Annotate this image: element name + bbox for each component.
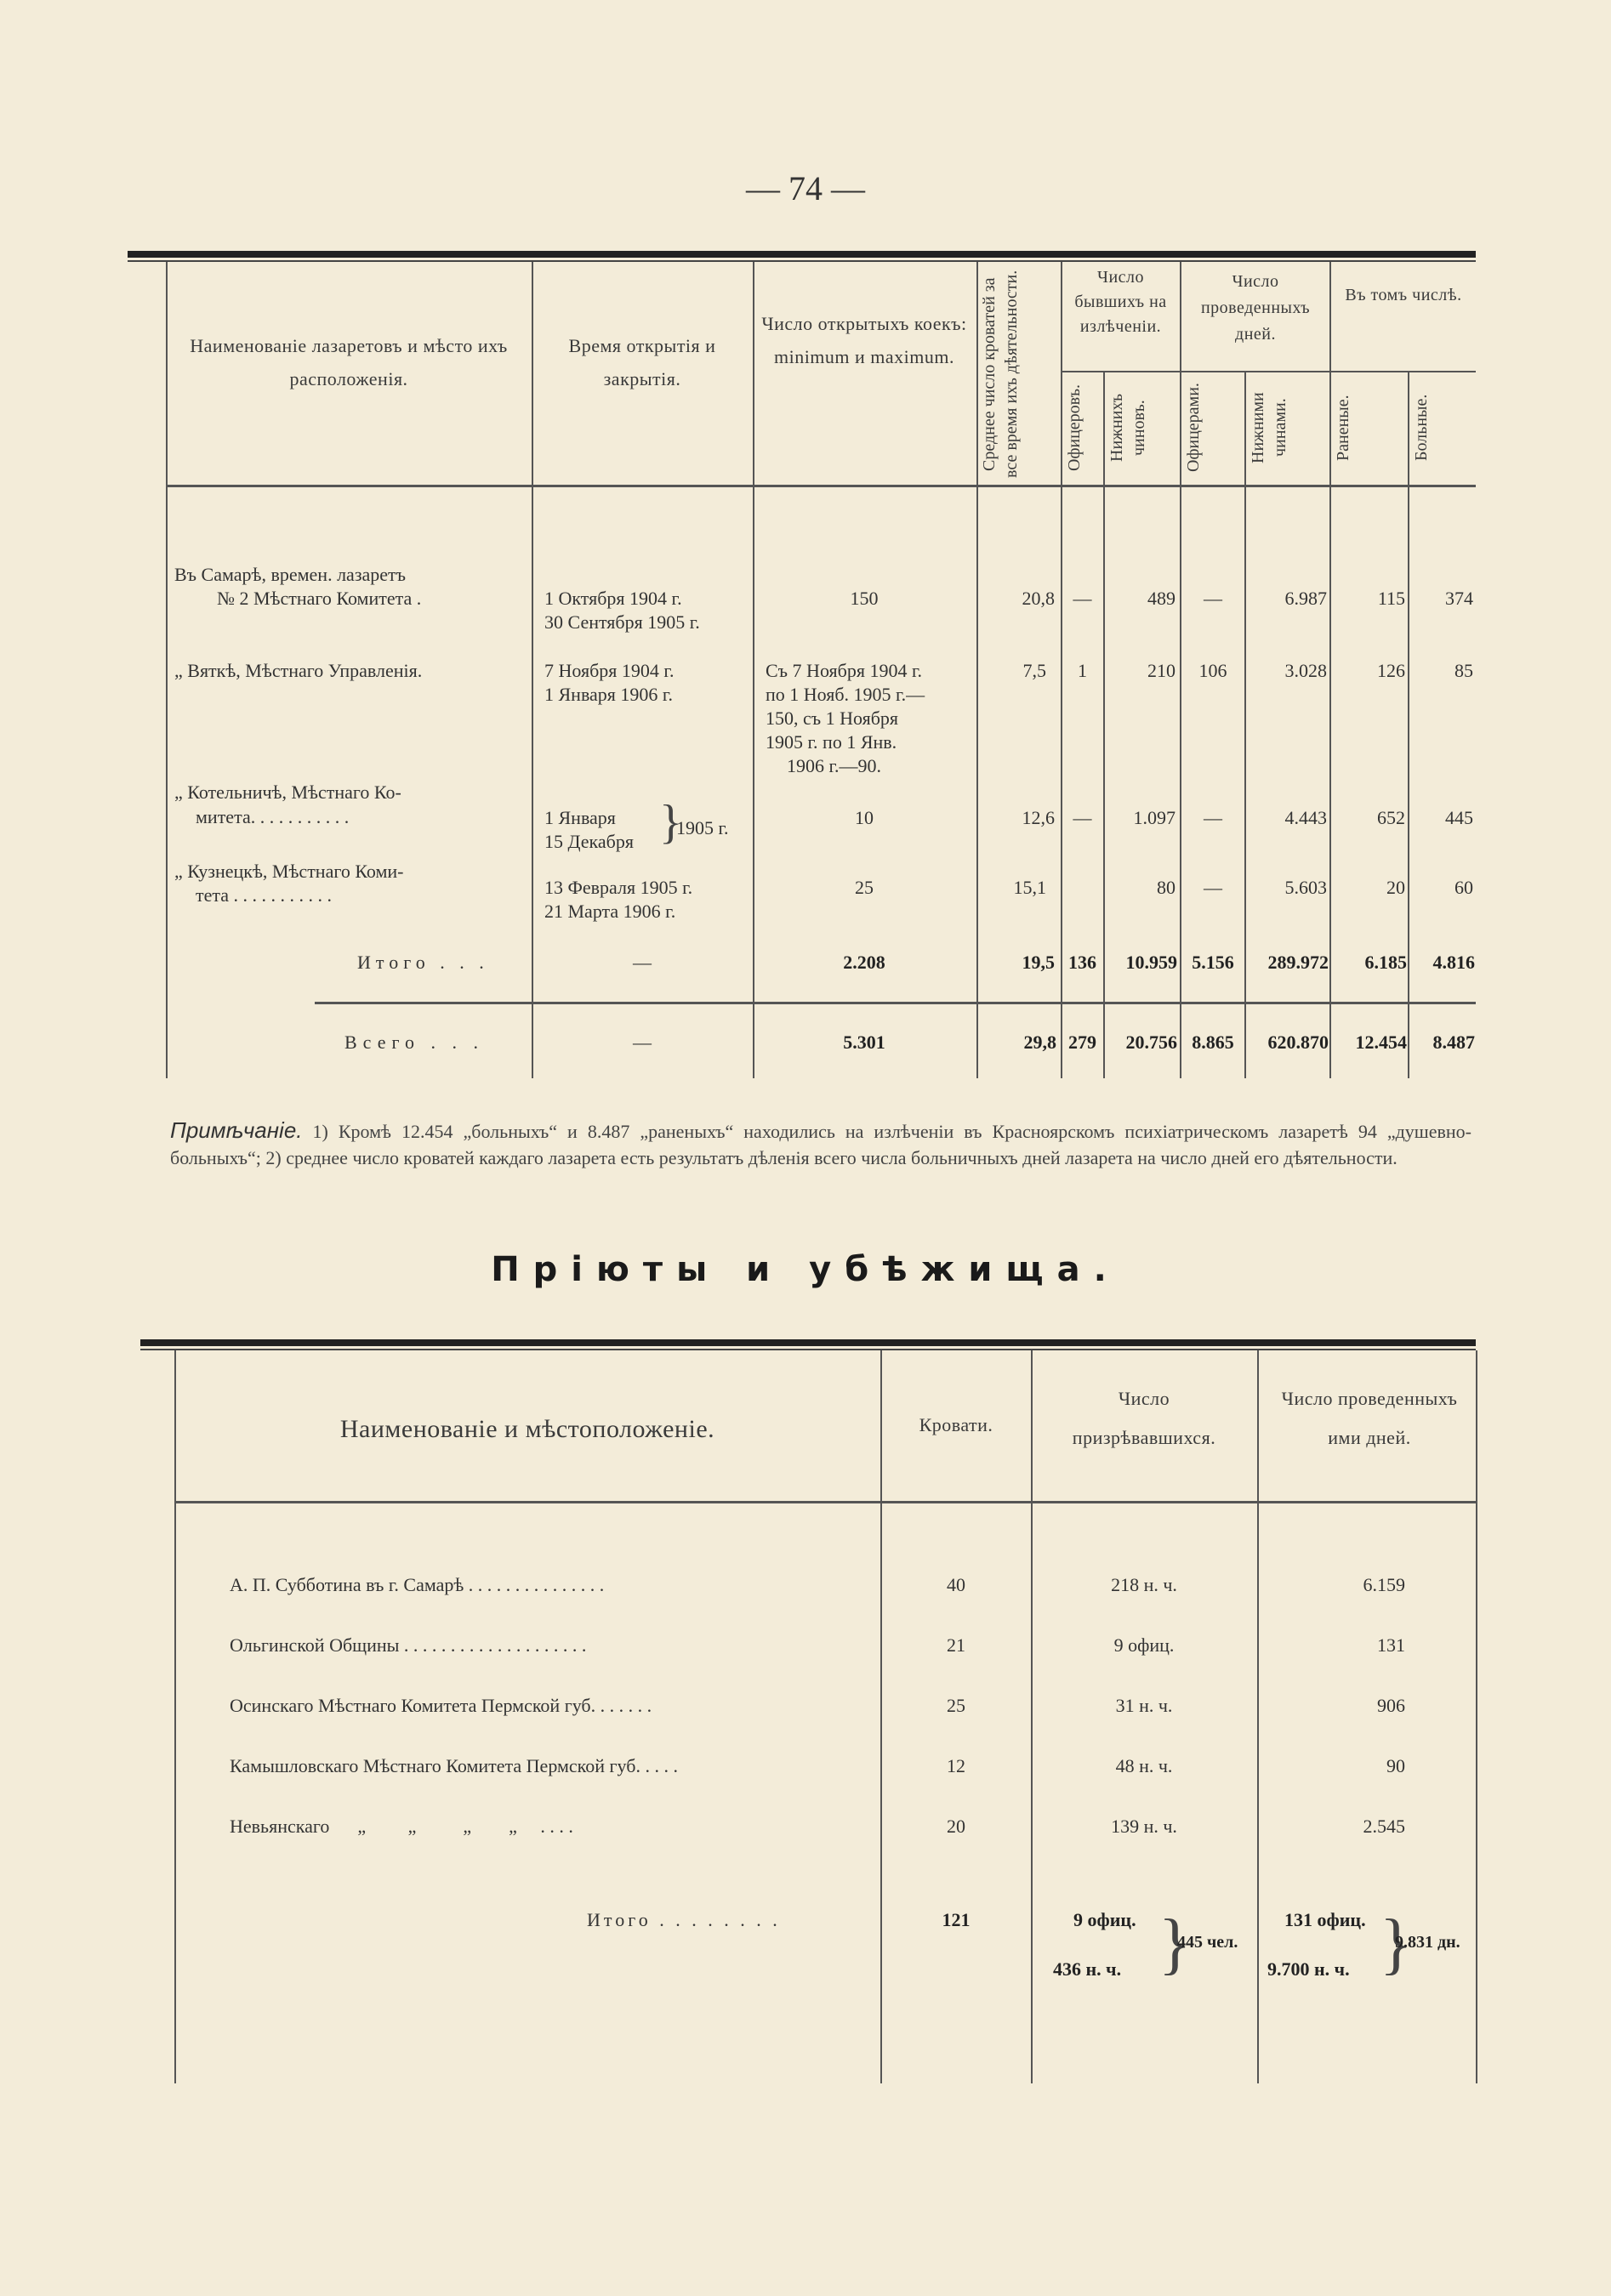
row-wounded: 20 [1386,877,1405,898]
header-divider [166,485,1476,487]
grand-label: Всего . . . [344,1031,484,1053]
row-days-lower: 3.028 [1284,660,1327,681]
t2-header-beds: Кровати. [919,1414,993,1435]
t2-row-count: 139 н. ч. [1111,1816,1177,1837]
t2-row-count: 218 н. ч. [1111,1574,1177,1595]
row-days-officers: — [1204,807,1222,828]
header-days: Число проведенныхъ дней. [1200,272,1311,344]
row-name: Въ Самарѣ, времен. лазаретъ [174,564,407,585]
header-name: Наименованіе лазаретовъ и мѣсто ихъ расположенія. [190,335,508,389]
total-patients-officers: 136 [1068,952,1096,973]
t2-row-count: 48 н. ч. [1115,1755,1173,1776]
row-sick: 374 [1445,588,1473,609]
row-cots: 150 [850,588,879,609]
total-cots: 2.208 [843,952,885,973]
t2-col-line-2 [1031,1350,1033,2083]
t2-total-beds: 121 [942,1909,971,1930]
row-cots: 25 [855,877,874,898]
t2-total-days-sum: 9.831 дн. [1395,1933,1460,1952]
grand-avg: 29,8 [1023,1031,1056,1053]
col-line-0 [166,262,168,1078]
row-patients-lower: 1.097 [1133,807,1176,828]
subheader-line-2 [1180,371,1329,372]
row-avg: 20,8 [1022,588,1055,609]
row-cots-line: по 1 Нояб. 1905 г.— [766,684,925,705]
t2-row-beds: 40 [947,1574,965,1595]
total-sick: 4.816 [1432,952,1475,973]
row-days-lower: 6.987 [1284,588,1327,609]
row-name: тета . . . . . . . . . . . [196,884,333,906]
section-title: Пріюты и убѣжища. [491,1250,1120,1289]
total-wounded: 6.185 [1364,952,1407,973]
table2-top-rule [140,1339,1476,1346]
table2-header-divider [174,1501,1476,1503]
t2-total-days-brace: } [1380,1907,1413,1981]
col-line-9 [1408,371,1409,1078]
col-line-7 [1244,371,1246,1078]
t2-row-days: 131 [1377,1634,1405,1656]
t2-total-count-officers: 9 офиц. [1073,1909,1136,1930]
total-avg: 19,5 [1022,952,1055,973]
row-cots-line: 1905 г. по 1 Янв. [766,731,897,753]
row-days-lower: 4.443 [1284,807,1327,828]
header-sick: Больные. [1412,394,1431,462]
total-divider [315,1002,1476,1004]
t2-header-days: Число проведенныхъ ими дней. [1281,1388,1458,1449]
row-time-open: 1 Января [544,807,616,828]
header-including: Въ томъ числѣ. [1345,286,1462,304]
col-line-2 [753,262,754,1078]
total-days-lower: 289.972 [1267,952,1329,973]
row-cots-line: Съ 7 Ноября 1904 г. [766,660,922,681]
row-time-close: 1 Января 1906 г. [544,684,673,705]
t2-col-line-1 [880,1350,882,2083]
row-sick: 60 [1454,877,1473,898]
row-time-close: 30 Сентября 1905 г. [544,611,700,633]
row-wounded: 126 [1377,660,1405,681]
row-time-close: 21 Марта 1906 г. [544,901,676,922]
t2-header-name: Наименованіе и мѣстоположеніе. [339,1415,715,1443]
row-name: митета. . . . . . . . . . . [196,806,350,827]
row-time-close: 15 Декабря [544,831,634,852]
table-top-rule [128,251,1476,258]
grand-cots: 5.301 [843,1031,885,1053]
header-patients-officers: Офицеровъ. [1065,384,1084,471]
footnote-label: Примѣчаніе. [170,1117,303,1143]
t2-row-beds: 20 [947,1816,965,1837]
t2-row-days: 906 [1377,1695,1405,1716]
row-days-officers: — [1204,588,1222,609]
header-days-officers: Офицерами. [1184,383,1203,473]
total-days-officers: 5.156 [1192,952,1234,973]
t2-row-name: Осинскаго Мѣстнаго Комитета Пермской губ. . . . . . . [230,1695,652,1716]
t2-header-count: Число призрѣвавшихся. [1072,1388,1216,1449]
row-name: „ Кузнецкѣ, Мѣстнаго Коми- [174,861,404,882]
grand-wounded: 12.454 [1355,1031,1407,1053]
grand-patients-lower: 20.756 [1125,1031,1177,1053]
header-days-lower: Нижними чинами. [1249,392,1289,463]
grand-patients-officers: 279 [1068,1031,1096,1053]
row-cots-line: 1906 г.—90. [787,755,882,776]
row-patients-lower: 489 [1147,588,1176,609]
t2-row-name: Невьянскаго „ „ „ „ . . . . [230,1816,573,1837]
row-wounded: 652 [1377,807,1405,828]
grand-days-officers: 8.865 [1192,1031,1234,1053]
header-wounded: Раненые. [1334,395,1352,461]
row-patients-lower: 80 [1157,877,1176,898]
t2-row-days: 6.159 [1363,1574,1405,1595]
row-patients-officers: — [1073,588,1092,609]
total-patients-lower: 10.959 [1125,952,1177,973]
grand-sick: 8.487 [1432,1031,1475,1053]
t2-row-beds: 12 [947,1755,965,1776]
header-avg-beds: Среднее число кроватей за все время ихъ дѣятельности. [980,270,1021,479]
row-patients-officers: 1 [1078,660,1087,681]
t2-row-name: А. П. Субботина въ г. Самарѣ . . . . . . . . . . . . . . . [230,1574,605,1595]
t2-row-days: 90 [1386,1755,1405,1776]
footnote-text: 1) Кромѣ 12.454 „больныхъ“ и 8.487 „раненыхъ“ находились на излѣченіи въ Красноярскомъ психіатрическомъ лазаретѣ 94 „душевно-больныхъ“; 2) среднее число кроватей каждаго лазарета есть результатъ дѣленія всего числа больничныхъ дней лазарета на число дней его дѣятельности. [170,1121,1472,1169]
t2-row-beds: 21 [947,1634,965,1656]
row-sick: 445 [1445,807,1473,828]
row-time-open: 13 Февраля 1905 г. [544,877,693,898]
col-line-8 [1329,262,1331,1078]
header-patients-lower: Нижнихъ чиновъ. [1107,394,1148,462]
subheader-line-1 [1061,371,1180,372]
table-top-rule-thin [128,260,1476,262]
row-avg: 15,1 [1013,877,1046,898]
total-time: — [633,952,652,973]
t2-row-count: 31 н. ч. [1115,1695,1173,1716]
row-time-year: 1905 г. [676,817,729,838]
col-line-1 [532,262,533,1078]
row-cots: 10 [855,807,874,828]
t2-col-line-3 [1257,1350,1259,2083]
t2-total-count-brace: } [1158,1907,1192,1981]
row-days-lower: 5.603 [1284,877,1327,898]
t2-total-count-sum: 445 чел. [1177,1933,1238,1952]
row-avg: 12,6 [1022,807,1055,828]
row-cots-line: 150, съ 1 Ноября [766,708,899,729]
t2-total-days-lower: 9.700 н. ч. [1267,1958,1350,1980]
header-patients: Число бывшихъ на излѣченіи. [1074,268,1167,336]
total-label: Итого . . . [357,952,489,973]
t2-total-count-lower: 436 н. ч. [1053,1958,1122,1980]
header-time: Время открытія и закрытія. [568,335,716,389]
page-number: — 74 — [746,169,865,207]
t2-row-count: 9 офиц. [1113,1634,1175,1656]
t2-col-line-0 [174,1350,176,2083]
row-time-open: 1 Октября 1904 г. [544,588,682,609]
row-wounded: 115 [1377,588,1405,609]
subheader-line-3 [1329,371,1476,372]
row-time-brace: } [659,796,682,849]
grand-days-lower: 620.870 [1267,1031,1329,1053]
row-avg: 7,5 [1022,660,1046,681]
t2-total-days-officers: 131 офиц. [1284,1909,1366,1930]
row-time-open: 7 Ноября 1904 г. [544,660,675,681]
col-line-5 [1103,371,1105,1078]
row-patients-lower: 210 [1147,660,1176,681]
table2-top-rule-thin [140,1349,1476,1350]
t2-row-beds: 25 [947,1695,965,1716]
t2-row-days: 2.545 [1363,1816,1405,1837]
row-days-officers: — [1204,877,1222,898]
row-name: „ Котельничѣ, Мѣстнаго Ко- [174,781,401,803]
row-name: № 2 Мѣстнаго Комитета . [217,588,422,609]
header-cots: Число открытыхъ коекъ: minimum и maximum. [761,313,967,367]
t2-row-name: Камышловскаго Мѣстнаго Комитета Пермской губ. . . . . [230,1755,678,1776]
grand-time: — [633,1031,652,1053]
t2-total-label: Итого . . . . . . . . [587,1909,781,1930]
t2-col-line-4 [1476,1350,1477,2083]
footnote [170,1116,1472,1171]
row-days-officers: 106 [1198,660,1227,681]
row-patients-officers: — [1073,807,1092,828]
row-name: „ Вяткѣ, Мѣстнаго Управленія. [174,660,423,681]
row-sick: 85 [1454,660,1473,681]
t2-row-name: Ольгинской Общины . . . . . . . . . . . . . . . . . . . . [230,1634,587,1656]
